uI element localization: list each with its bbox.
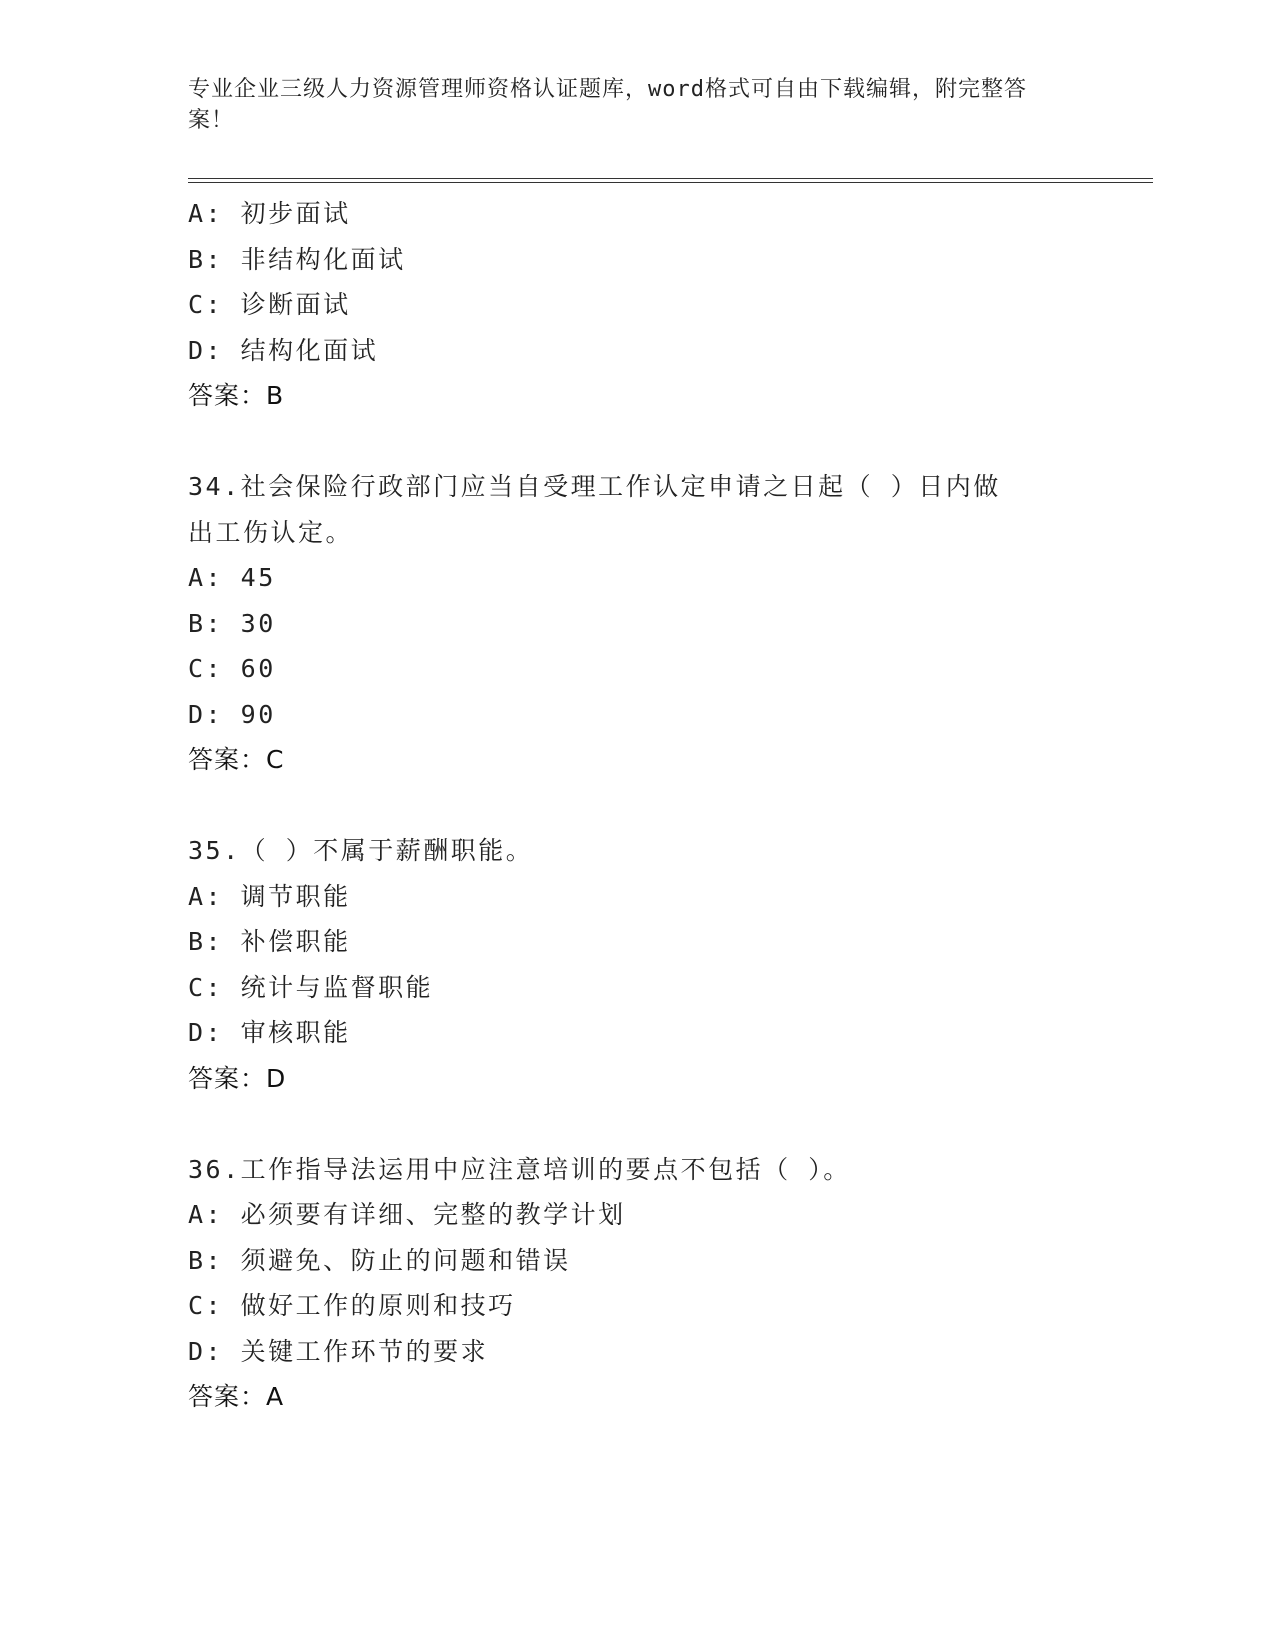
option-text: 初步面试 (240, 199, 351, 228)
option-text: 调节职能 (240, 881, 351, 911)
option-label: A: (188, 563, 224, 592)
question-stem-continued: 出工伤认定。 (188, 517, 354, 547)
header-rule-bottom (188, 182, 1153, 183)
option-text: 60 (240, 654, 276, 683)
answer-line: 答案：D (188, 1063, 287, 1093)
option-label: B: (188, 244, 224, 274)
option-label: B: (188, 927, 224, 956)
option-d (188, 692, 1088, 738)
option-label: C: (188, 290, 224, 319)
option-text: 结构化面试 (240, 335, 379, 365)
option-text: 统计与监督职能 (240, 972, 434, 1002)
spacer (188, 783, 1088, 829)
question-block-33 (188, 191, 1088, 419)
spacer (188, 419, 1088, 465)
header-rule-top (188, 178, 1153, 179)
option-label: D: (188, 1018, 224, 1047)
option-text: 90 (240, 699, 276, 729)
answer-line: 答案：A (188, 1382, 285, 1411)
option-c (188, 965, 1088, 1011)
option-b (188, 919, 1088, 965)
option-label: B: (188, 1245, 224, 1275)
option-label: B: (188, 608, 224, 638)
option-text: 45 (240, 563, 276, 592)
option-c (188, 646, 1088, 692)
option-label: D: (188, 1336, 224, 1366)
option-d (188, 1010, 1088, 1056)
option-text: 关键工作环节的要求 (240, 1336, 489, 1366)
document-header: 专业企业三级人力资源管理师资格认证题库，word格式可自由下载编辑，附完整答案！ (188, 77, 1027, 133)
question-block-34 (188, 464, 1088, 783)
option-label: A: (188, 199, 224, 228)
option-c (188, 1283, 1088, 1329)
question-block-36 (188, 1147, 1088, 1420)
question-stem: 34.社会保险行政部门应当自受理工作认定申请之日起（ ）日内做 (188, 472, 1001, 501)
question-block-35 (188, 828, 1088, 1101)
option-text: 审核职能 (240, 1018, 351, 1047)
spacer (188, 1101, 1088, 1147)
answer-line: 答案：B (188, 381, 285, 410)
option-a (188, 874, 1088, 920)
option-label: D: (188, 699, 224, 729)
option-a (188, 191, 1088, 237)
option-a (188, 1192, 1088, 1238)
option-label: A: (188, 881, 224, 911)
question-stem: 35.（ ）不属于薪酬职能。 (188, 836, 534, 865)
question-stem: 36.工作指导法运用中应注意培训的要点不包括（ ）。 (188, 1154, 851, 1184)
option-label: D: (188, 335, 224, 365)
option-d (188, 328, 1088, 374)
option-b (188, 601, 1088, 647)
option-b (188, 1238, 1088, 1284)
option-a (188, 555, 1088, 601)
option-text: 诊断面试 (240, 290, 351, 319)
option-label: C: (188, 1291, 224, 1320)
option-text: 非结构化面试 (240, 244, 406, 274)
option-c (188, 282, 1088, 328)
option-text: 做好工作的原则和技巧 (240, 1291, 516, 1320)
option-text: 补偿职能 (240, 927, 351, 956)
answer-line: 答案：C (188, 745, 285, 774)
question-list (188, 191, 1088, 1420)
option-label: C: (188, 654, 224, 683)
option-text: 必须要有详细、完整的教学计划 (240, 1200, 626, 1229)
option-label: A: (188, 1200, 224, 1229)
option-text: 30 (240, 608, 276, 638)
option-label: C: (188, 972, 224, 1002)
option-d (188, 1329, 1088, 1375)
option-b (188, 237, 1088, 283)
option-text: 须避免、防止的问题和错误 (240, 1245, 571, 1275)
